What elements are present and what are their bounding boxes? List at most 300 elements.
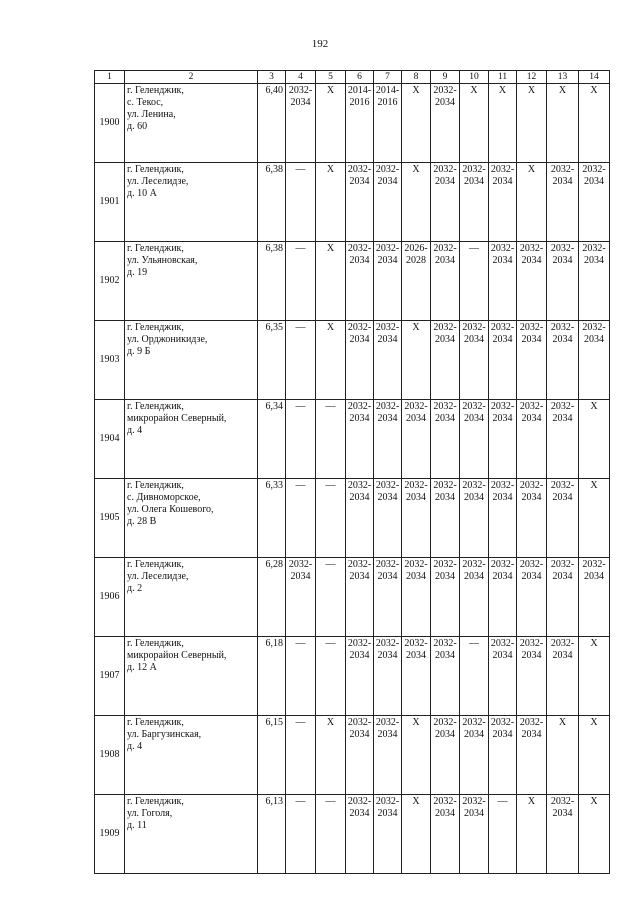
column-header-9: 9 [431,71,460,84]
address-line: ул. Леселидзе, [127,176,189,187]
period-text: 2034 [552,650,573,661]
period-cell [402,163,431,242]
row-number: 1901 [95,163,125,242]
period-text: 2034 [492,650,513,661]
period-cell [547,321,579,400]
address-line: д. 60 [127,121,148,132]
address-line: г. Геленджик, [127,717,184,728]
period-cell [547,163,579,242]
period-text: 2034 [492,492,513,503]
period-text: 2034 [435,571,455,582]
period-text: 2034 [435,97,455,108]
period-text: X [326,85,335,96]
period-text: 2032- [375,243,400,254]
period-text: 2034 [349,176,370,187]
address-line: г. Геленджик, [127,322,184,333]
column-header-3: 3 [258,71,286,84]
row-number: 1905 [95,479,125,558]
period-cell [374,400,402,479]
address-line: д. 2 [127,583,143,594]
period-cell [460,716,489,795]
period-cell [402,479,431,558]
period-text: 2034 [521,492,542,503]
period-cell [460,637,489,716]
period-text: 2034 [521,571,542,582]
period-text: 2032- [433,85,457,96]
period-text: 2034 [349,571,370,582]
period-text: 2032- [582,559,606,570]
period-cell [517,400,547,479]
period-text: 2034 [552,413,573,424]
address-line: ул. Ленина, [127,109,176,120]
period-text: X [527,85,536,96]
period-cell [547,795,579,874]
period-cell [489,400,517,479]
table-row [95,479,610,558]
period-text: 2034 [377,413,398,424]
period-text: 2034 [377,571,398,582]
period-text: X [590,480,598,491]
period-cell [374,242,402,321]
period-cell [579,84,610,163]
period-cell [402,84,431,163]
period-text: 2032- [375,796,400,807]
period-text: — [295,480,306,491]
period-text: X [412,322,420,333]
period-text: 2032- [375,559,400,570]
period-text: 2032- [550,638,575,649]
period-text: 2034 [349,255,370,266]
period-cell [460,558,489,637]
period-cell [402,400,431,479]
column-header-6: 6 [346,71,374,84]
period-text: — [295,401,306,412]
address-cell [125,795,258,874]
period-text: 2032- [519,322,544,333]
period-cell [460,84,489,163]
address-cell [125,321,258,400]
period-text: X [412,85,420,96]
address-line: д. 4 [127,425,143,436]
period-text: X [326,164,335,175]
row-number: 1909 [95,795,125,874]
period-text: 2032- [550,243,575,254]
period-cell [286,479,316,558]
table-row [95,84,610,163]
period-cell [460,242,489,321]
value-cell: 6,38 [258,163,286,242]
address-line: ул. Леселидзе, [127,571,189,582]
period-cell [286,558,316,637]
period-cell [517,558,547,637]
row-number: 1903 [95,321,125,400]
address-line: ул. Орджоникидзе, [127,334,208,345]
period-cell [316,795,346,874]
period-text: 2032- [490,401,515,412]
period-cell [579,716,610,795]
period-cell [547,400,579,479]
value-cell: 6,28 [258,558,286,637]
period-text: 2034 [464,492,484,503]
address-cell [125,637,258,716]
address-line: д. 4 [127,741,143,752]
column-header-5: 5 [316,71,346,84]
period-text: 2034 [349,650,370,661]
address-cell [125,716,258,795]
value-cell: 6,35 [258,321,286,400]
period-text: 2034 [406,650,426,661]
row-number: 1908 [95,716,125,795]
address-line: г. Геленджик, [127,164,184,175]
period-text: 2032- [404,401,428,412]
period-cell [286,637,316,716]
period-cell [431,479,460,558]
period-text: 2034 [435,255,455,266]
period-cell [316,479,346,558]
period-cell [316,321,346,400]
period-cell [316,242,346,321]
period-text: 2032- [347,717,372,728]
period-text: 2034 [377,334,398,345]
period-text: 2032- [519,480,544,491]
period-text: — [325,796,336,807]
address-line: г. Геленджик, [127,638,184,649]
period-cell [489,637,517,716]
period-cell [489,558,517,637]
column-header-7: 7 [374,71,402,84]
period-cell [316,163,346,242]
register-table [94,70,610,874]
period-text: — [295,638,306,649]
table-row [95,400,610,479]
period-cell [374,479,402,558]
address-line: д. 12 А [127,662,157,673]
period-cell [346,163,374,242]
period-text: 2034 [406,571,426,582]
period-cell [489,84,517,163]
period-text: 2034 [377,492,398,503]
period-cell [579,242,610,321]
period-cell [517,242,547,321]
period-cell [316,716,346,795]
period-cell [402,242,431,321]
period-cell [316,84,346,163]
period-cell [517,84,547,163]
address-line: с. Дивноморское, [127,492,201,503]
period-cell [489,163,517,242]
period-cell [374,716,402,795]
period-cell [579,163,610,242]
value-cell: 6,34 [258,400,286,479]
period-cell [286,400,316,479]
period-text: 2032- [490,322,515,333]
address-line: г. Геленджик, [127,559,184,570]
period-text: 2032- [490,480,515,491]
table-row [95,321,610,400]
period-cell [517,637,547,716]
period-text: 2032- [288,85,313,96]
address-line: д. 9 Б [127,346,151,357]
address-cell [125,242,258,321]
period-cell [460,400,489,479]
period-text: 2034 [377,729,398,740]
period-cell [346,795,374,874]
period-text: 2034 [552,255,573,266]
period-text: 2034 [464,413,484,424]
period-text: 2034 [584,571,604,582]
period-text: 2032- [550,480,575,491]
period-cell [402,558,431,637]
period-text: 2034 [492,571,513,582]
period-text: 2034 [584,176,604,187]
period-text: 2032- [462,480,486,491]
period-cell [374,637,402,716]
address-line: ул. Олега Кошевого, [127,504,214,515]
period-text: 2034 [435,650,455,661]
period-cell [431,795,460,874]
period-text: 2034 [377,650,398,661]
period-text: 2032- [433,243,457,254]
period-cell [374,321,402,400]
period-text: — [469,638,479,649]
period-text: 2016 [349,97,370,108]
period-text: 2032- [550,796,575,807]
period-text: 2034 [521,413,542,424]
period-text: 2034 [349,492,370,503]
address-cell [125,558,258,637]
period-text: 2034 [290,97,311,108]
period-cell [346,84,374,163]
address-line: ул. Гоголя, [127,808,173,819]
period-text: 2032- [550,559,575,570]
period-text: — [469,243,479,254]
period-cell [374,84,402,163]
period-text: X [527,796,536,807]
period-text: 2032- [550,322,575,333]
period-text: 2014- [347,85,372,96]
period-cell [431,84,460,163]
period-cell [286,795,316,874]
address-line: ул. Ульяновская, [127,255,198,266]
period-text: 2032- [375,480,400,491]
period-text: 2034 [521,255,542,266]
address-line: д. 10 А [127,188,157,199]
period-text: 2028 [406,255,426,266]
address-line: г. Геленджик, [127,480,184,491]
value-cell: 6,38 [258,242,286,321]
period-cell [547,716,579,795]
period-text: 2032- [462,717,486,728]
period-cell [402,321,431,400]
column-header-14: 14 [579,71,610,84]
period-text: 2034 [377,255,398,266]
period-text: 2032- [347,559,372,570]
period-cell [346,558,374,637]
period-cell [579,795,610,874]
period-text: 2032- [550,164,575,175]
period-text: 2034 [552,808,573,819]
period-text: — [325,401,336,412]
column-header-2: 2 [125,71,258,84]
period-cell [316,637,346,716]
address-line: с. Текос, [127,97,164,108]
period-text: 2032- [404,638,428,649]
period-text: 2032- [490,243,515,254]
period-cell [579,400,610,479]
period-text: 2034 [492,729,513,740]
period-cell [460,795,489,874]
period-text: X [527,164,536,175]
address-cell [125,400,258,479]
period-cell [374,558,402,637]
row-number: 1906 [95,558,125,637]
period-text: — [295,164,306,175]
address-cell [125,84,258,163]
period-text: X [498,85,507,96]
period-text: 2034 [435,492,455,503]
value-cell: 6,40 [258,84,286,163]
period-cell [286,716,316,795]
period-text: 2034 [584,334,604,345]
column-header-4: 4 [286,71,316,84]
address-line: г. Геленджик, [127,796,184,807]
period-text: 2016 [377,97,398,108]
period-text: — [295,717,306,728]
period-text: — [325,638,336,649]
period-text: 2032- [347,401,372,412]
address-cell [125,163,258,242]
period-text: 2032- [433,796,457,807]
period-cell [431,242,460,321]
period-cell [547,637,579,716]
period-cell [517,479,547,558]
period-text: 2034 [552,492,573,503]
period-text: 2032- [433,322,457,333]
period-text: 2034 [290,571,311,582]
period-text: 2032- [347,322,372,333]
row-number: 1900 [95,84,125,163]
period-text: 2034 [521,729,542,740]
period-cell [346,242,374,321]
period-text: 2014- [375,85,400,96]
period-text: 2032- [550,401,575,412]
period-cell [346,716,374,795]
period-text: — [325,480,336,491]
period-text: — [497,796,508,807]
period-text: 2032- [490,559,515,570]
period-text: 2034 [492,334,513,345]
period-text: 2026- [404,243,428,254]
period-text: X [558,717,567,728]
table-row [95,163,610,242]
period-cell [579,479,610,558]
address-line: д. 19 [127,267,148,278]
period-text: X [412,796,420,807]
period-text: X [590,401,598,412]
period-text: 2032- [433,559,457,570]
period-cell [286,84,316,163]
address-line: ул. Баргузинская, [127,729,202,740]
period-text: 2032- [404,559,428,570]
period-text: X [590,796,598,807]
period-text: 2032- [347,796,372,807]
period-text: 2032- [347,480,372,491]
period-text: X [590,85,598,96]
period-text: 2034 [492,176,513,187]
period-text: 2034 [552,571,573,582]
period-text: 2034 [406,492,426,503]
period-cell [489,716,517,795]
period-text: 2034 [464,571,484,582]
period-cell [346,479,374,558]
period-text: 2032- [519,559,544,570]
period-text: 2032- [375,638,400,649]
period-cell [431,163,460,242]
address-line: микрорайон Северный, [127,413,227,424]
period-text: 2034 [406,413,426,424]
period-cell [489,321,517,400]
period-text: 2032- [462,401,486,412]
table-row [95,558,610,637]
period-text: 2032- [347,164,372,175]
value-cell: 6,15 [258,716,286,795]
period-text: 2034 [521,334,542,345]
address-line: д. 28 В [127,516,157,527]
period-cell [579,637,610,716]
column-header-12: 12 [517,71,547,84]
period-text: 2034 [492,413,513,424]
period-text: 2032- [519,243,544,254]
period-cell [547,242,579,321]
period-text: X [326,322,335,333]
period-cell [431,716,460,795]
period-cell [489,479,517,558]
row-number: 1907 [95,637,125,716]
period-text: 2034 [464,808,484,819]
period-text: 2034 [464,334,484,345]
period-text: 2032- [462,559,486,570]
column-header-row [95,71,610,84]
column-header-13: 13 [547,71,579,84]
period-text: 2032- [433,480,457,491]
period-cell [402,795,431,874]
period-text: X [558,85,567,96]
period-text: X [412,717,420,728]
period-cell [547,84,579,163]
period-text: 2032- [375,322,400,333]
period-cell [460,321,489,400]
address-line: д. 11 [127,820,147,831]
address-line: г. Геленджик, [127,401,184,412]
period-cell [431,637,460,716]
row-number: 1904 [95,400,125,479]
table-row [95,795,610,874]
period-text: — [295,243,306,254]
register-table-body [95,71,610,874]
period-text: 2032- [519,401,544,412]
address-line: г. Геленджик, [127,85,184,96]
address-line: микрорайон Северный, [127,650,227,661]
period-cell [579,558,610,637]
period-cell [316,400,346,479]
period-cell [517,795,547,874]
period-text: 2032- [490,164,515,175]
period-text: 2032- [490,638,515,649]
period-text: — [325,559,336,570]
row-number: 1902 [95,242,125,321]
value-cell: 6,33 [258,479,286,558]
period-cell [431,321,460,400]
